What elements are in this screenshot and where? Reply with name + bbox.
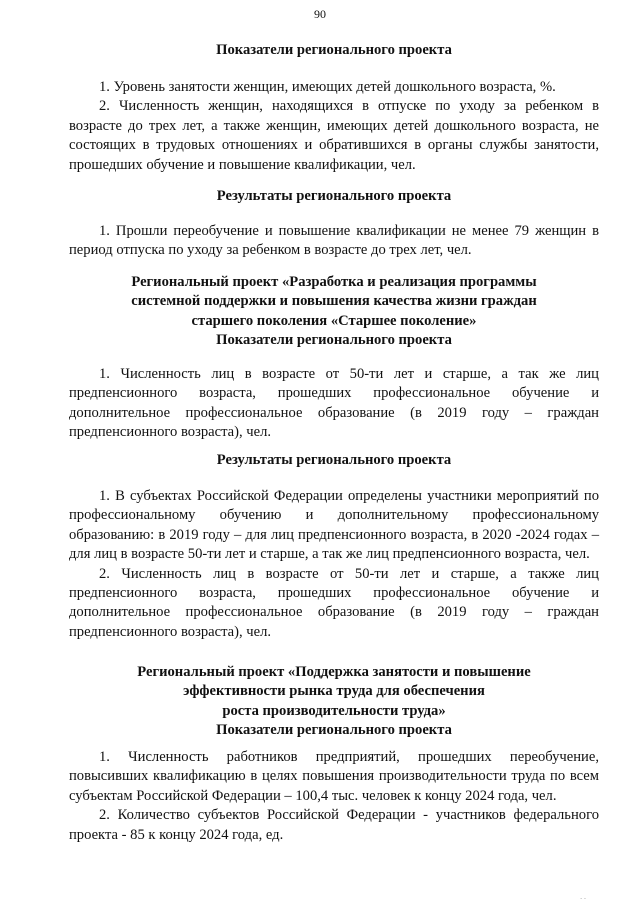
indicators-list-2 (69, 365, 599, 443)
page-number: 90 (314, 7, 326, 21)
list-item: 1. Численность работников предприятий, прошедших переобучение, повысивших квалификацию в целях повышения производительности труда по всем субъектам Российской Федерации – 100,4 тыс. человек к концу 2024 года, чел. (69, 749, 599, 804)
list-item: 2. Количество субъектов Российской Федерации - участников федерального проекта - 85 к концу 2024 года, ед. (69, 807, 599, 843)
heading-text: Показатели регионального проекта (216, 42, 452, 58)
heading-line: Региональный проект «Поддержка занятости и повышение (137, 664, 531, 680)
heading-project-older-generation (69, 273, 599, 351)
scan-mark: . . (580, 894, 586, 901)
list-item: 2. Численность лиц в возрасте от 50-ти лет и старше, а также лиц предпенсионного возраста, прошедших профессиональное обучение и дополнительное профессиональное образование (в 2019 году – граждан предпенсионного возраста), чел. (69, 565, 599, 640)
heading-line: Региональный проект «Разработка и реализация программы (131, 274, 537, 290)
list-item: 2. Численность женщин, находящихся в отпуске по уходу за ребенком в возрасте до трех лет, а также женщин, имеющих детей дошкольного возраста, не состоящих в трудовых отношениях и обратившихся в органы службы занятости, прошедших обучение и повышение квалификации, чел. (69, 98, 599, 173)
heading-project-labor-market (69, 663, 599, 741)
list-item: 1. Прошли переобучение и повышение квалификации не менее 79 женщин в период отпуска по уходу за ребенком в возрасте до трех лет, чел. (69, 223, 599, 259)
heading-text: Результаты регионального проекта (216, 188, 452, 204)
heading-text: Результаты регионального проекта (216, 452, 452, 468)
indicators-list-1 (69, 78, 599, 175)
heading-line: Показатели регионального проекта (216, 332, 452, 349)
results-list-2 (69, 487, 599, 642)
heading-results-1 (69, 187, 599, 206)
list-item: 1. Уровень занятости женщин, имеющих детей дошкольного возраста, %. (99, 79, 556, 95)
heading-line: старшего поколения «Старшее поколение» (191, 312, 477, 329)
heading-line: Показатели регионального проекта (216, 722, 452, 739)
list-item: 1. Численность лиц в возрасте от 50-ти лет и старше, а так же лиц предпенсионного возраста, прошедших профессиональное обучение и дополнительное профессиональное образование (в 2019 году – граждан предпенсионного возраста), чел. (69, 366, 599, 441)
heading-line: эффективности рынка труда для обеспечения (183, 683, 485, 700)
list-item: 1. В субъектах Российской Федерации определены участники мероприятий по профессиональному обучению и дополнительному профессиональному образованию: в 2019 году – для лиц предпенсионного возраста, в 2020 -2024 годах – для лиц в возрасте 50-ти лет и старше, а так же лиц предпенсионного возраста, чел. (69, 488, 599, 563)
indicators-list-3 (69, 748, 599, 845)
heading-line: роста производительности труда» (222, 702, 446, 719)
results-list-1 (69, 222, 599, 261)
heading-indicators-1 (69, 41, 599, 60)
heading-line: системной поддержки и повышения качества жизни граждан (131, 293, 537, 310)
heading-results-2 (69, 451, 599, 470)
